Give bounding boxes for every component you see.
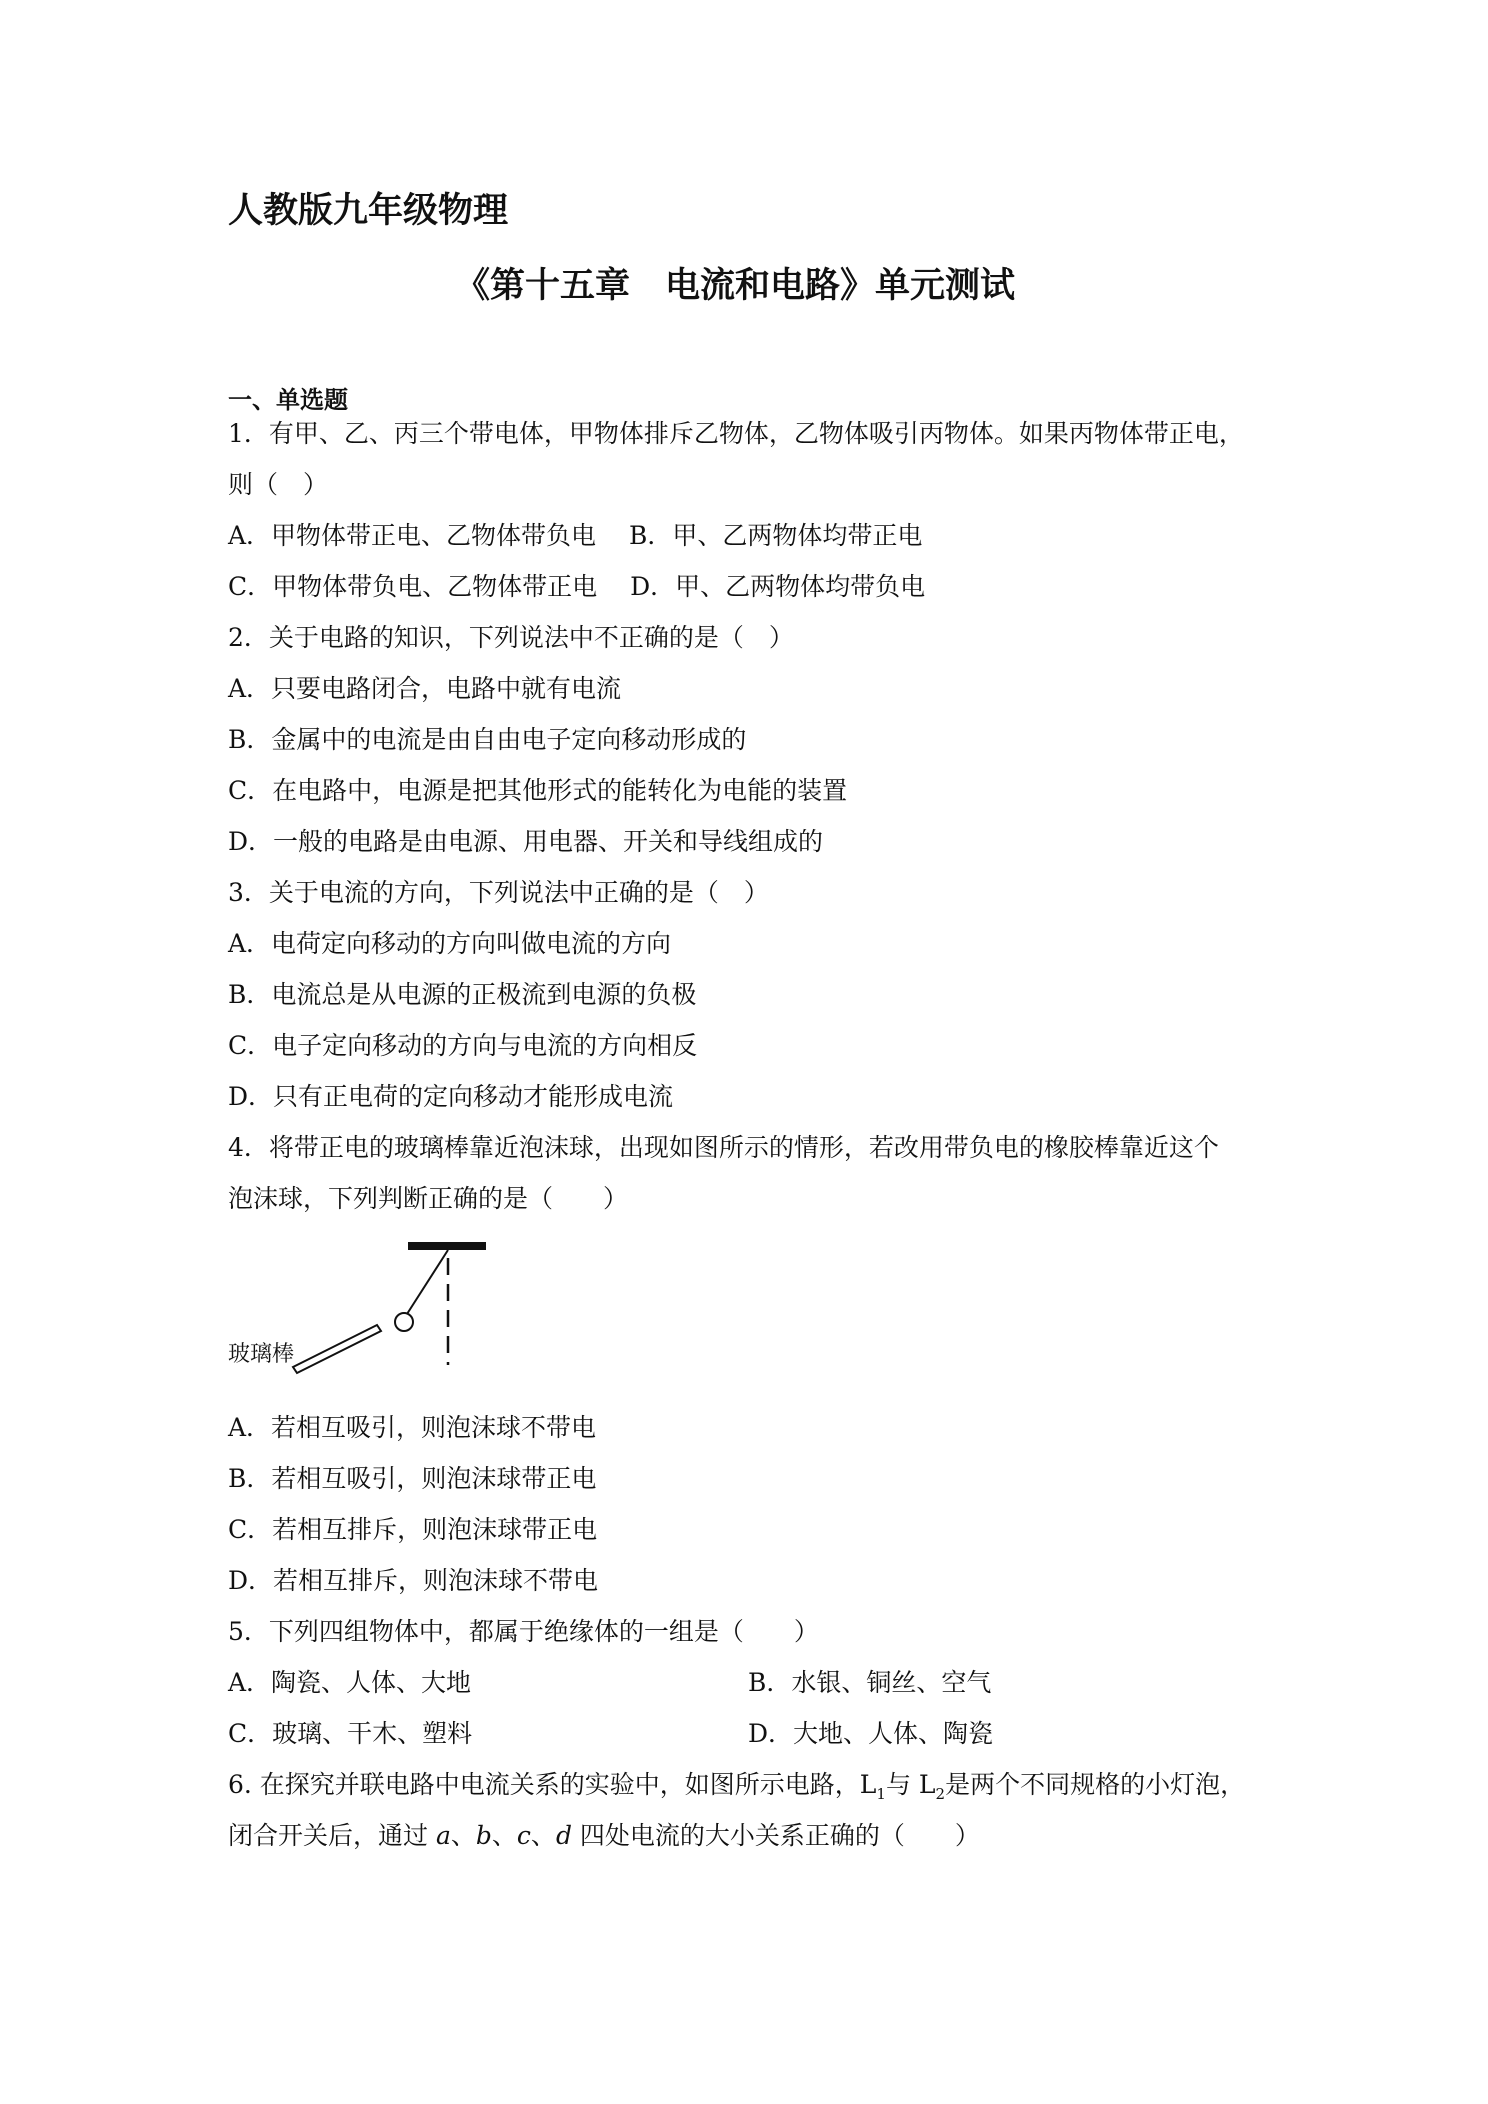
suspension-thread [407,1250,448,1314]
q1-options-ab: A．甲物体带正电、乙物体带负电 B．甲、乙两物体均带正电 [228,521,923,550]
q6-text-part: 四处电流的大小关系正确的（ ） [571,1821,980,1850]
q6-text-part: 6. 在探究并联电路中电流关系的实验中，如图所示电路，L [228,1770,877,1799]
q4-stem-line1: 4．将带正电的玻璃棒靠近泡沫球，出现如图所示的情形，若改用带负电的橡胶棒靠近这个 [228,1133,1219,1162]
q6-var-c: c [516,1821,531,1850]
q6-var-b: b [475,1821,492,1850]
q6-var-a: a [435,1821,451,1850]
q6-stem-line2 [228,1816,980,1852]
q1-stem-line2: 则（ ） [228,470,329,499]
q2-option-c: C．在电路中，电源是把其他形式的能转化为电能的装置 [228,776,848,805]
q4-option-a: A．若相互吸引，则泡沫球不带电 [228,1413,597,1442]
q3-stem: 3．关于电流的方向，下列说法中正确的是（ ） [228,878,769,907]
q3-option-d: D．只有正电荷的定向移动才能形成电流 [228,1082,674,1111]
q4-option-b: B．若相互吸引，则泡沫球带正电 [228,1464,597,1493]
q1-stem-line1: 1．有甲、乙、丙三个带电体，甲物体排斥乙物体，乙物体吸引丙物体。如果丙物体带正电， [228,419,1244,448]
q4-option-c: C．若相互排斥，则泡沫球带正电 [228,1515,598,1544]
q2-option-d: D．一般的电路是由电源、用电器、开关和导线组成的 [228,827,824,856]
q6-stem-line1 [228,1765,1245,1803]
q2-option-b: B．金属中的电流是由自由电子定向移动形成的 [228,725,747,754]
q2-stem: 2．关于电路的知识，下列说法中不正确的是（ ） [228,623,794,652]
q5-option-a: A．陶瓷、人体、大地 [228,1668,472,1697]
q6-var-d: d [555,1821,572,1850]
q6-separator: 、 [491,1821,517,1850]
section-heading: 一、单选题 [228,386,348,414]
glass-rod [293,1325,381,1373]
q3-option-b: B．电流总是从电源的正极流到电源的负极 [228,980,697,1009]
q6-subscript-2: 2 [935,1785,946,1803]
q6-subscript-1: 1 [876,1785,886,1803]
q5-option-c: C．玻璃、干木、塑料 [228,1719,473,1748]
foam-ball [395,1313,413,1331]
q6-separator: 、 [450,1821,476,1850]
q1-options-cd: C．甲物体带负电、乙物体带正电 D．甲、乙两物体均带负电 [228,572,926,601]
q5-option-b: B．水银、铜丝、空气 [748,1668,992,1697]
support-beam [408,1242,486,1250]
document-subtitle: 《第十五章 电流和电路》单元测试 [455,266,1016,306]
q3-option-a: A．电荷定向移动的方向叫做电流的方向 [228,929,672,958]
q6-text-part: 与 L [885,1770,936,1799]
q6-separator: 、 [530,1821,556,1850]
document-title: 人教版九年级物理 [228,191,509,231]
q6-text-part: 是两个不同规格的小灯泡， [945,1770,1246,1799]
q4-stem-line2: 泡沫球，下列判断正确的是（ ） [228,1184,629,1213]
q3-option-c: C．电子定向移动的方向与电流的方向相反 [228,1031,698,1060]
glass-rod-figure [226,1235,496,1395]
figure-label-glass-rod: 玻璃棒 [228,1342,295,1367]
q5-option-d: D．大地、人体、陶瓷 [748,1719,994,1748]
q6-text-part: 闭合开关后，通过 [228,1821,436,1850]
q5-stem: 5．下列四组物体中，都属于绝缘体的一组是（ ） [228,1617,819,1646]
q4-option-d: D．若相互排斥，则泡沫球不带电 [228,1566,599,1595]
q2-option-a: A．只要电路闭合，电路中就有电流 [228,674,622,703]
